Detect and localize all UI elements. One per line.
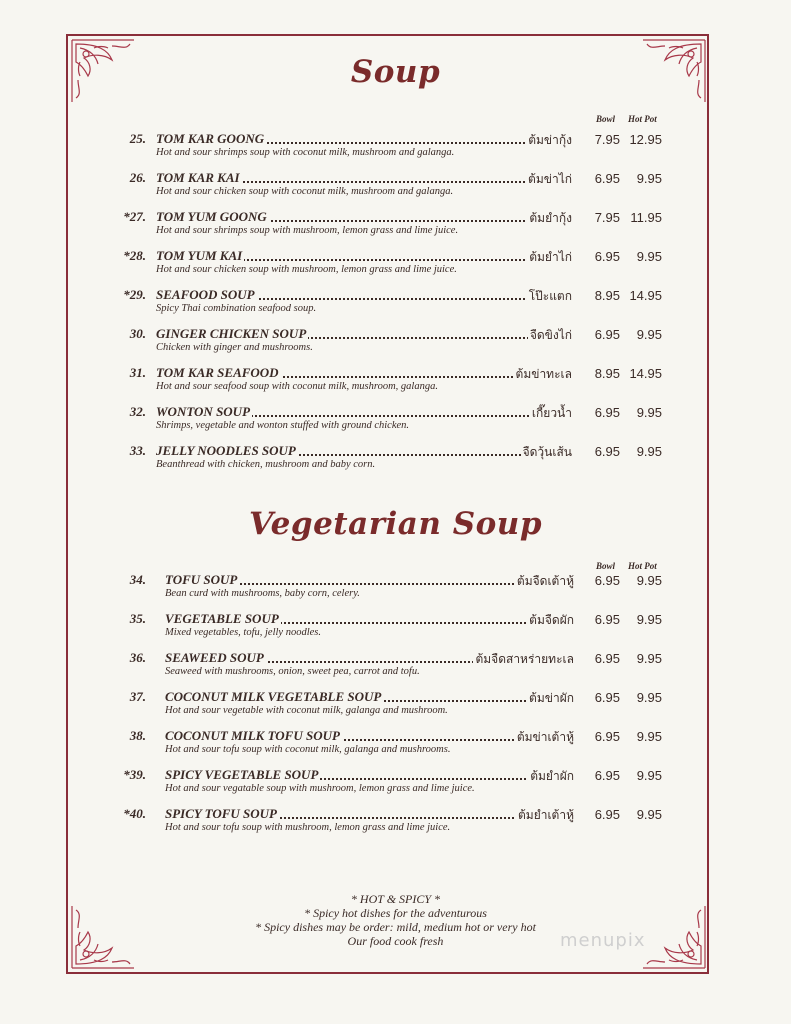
bowl-price: 6.95: [594, 729, 620, 744]
hotpot-price: 9.95: [636, 768, 662, 783]
item-description: Chicken with ginger and mushrooms.: [156, 342, 313, 353]
item-name: WONTON SOUP: [156, 404, 251, 419]
item-description: Hot and sour shrimps soup with coconut milk, mushroom and galanga.: [156, 147, 455, 158]
item-description: Mixed vegetables, tofu, jelly noodles.: [165, 627, 321, 638]
bowl-price: 6.95: [594, 327, 620, 342]
item-name: TOM KAR KAI: [156, 170, 240, 185]
menu-item: [0, 767, 791, 803]
menu-item: [0, 443, 791, 479]
item-thai-name: ต้มข่าทะเล: [514, 365, 572, 384]
bowl-price: 6.95: [594, 768, 620, 783]
menu-item: [0, 248, 791, 284]
menu-footer: [0, 892, 791, 948]
item-description: Hot and sour shrimps soup with mushroom, lemon grass and lime juice.: [156, 225, 459, 236]
watermark-logo: menupix: [560, 930, 646, 951]
item-description: Hot and sour chicken soup with coconut milk, mushroom and galanga.: [156, 186, 454, 197]
bowl-price: 6.95: [594, 171, 620, 186]
item-number: 38.: [129, 728, 146, 743]
item-description: Hot and sour tofu soup with coconut milk, galanga and mushrooms.: [165, 744, 451, 755]
hotpot-price: 9.95: [636, 612, 662, 627]
menu-item: [0, 287, 791, 323]
menu-item: [0, 728, 791, 764]
item-number: 34.: [129, 572, 146, 587]
item-name: SEAFOOD SOUP: [156, 287, 255, 302]
menu-item: [0, 572, 791, 608]
bowl-price: 7.95: [594, 132, 620, 147]
footer-fresh-note: Our food cook fresh: [347, 934, 444, 948]
item-number: 26.: [129, 170, 146, 185]
hotpot-price: 9.95: [636, 651, 662, 666]
hotpot-price: 9.95: [636, 249, 662, 264]
hotpot-price: 14.95: [629, 366, 662, 381]
item-thai-name: ต้มจืดผัก: [527, 611, 574, 630]
item-number: *39.: [123, 767, 146, 782]
item-number: 33.: [129, 443, 146, 458]
menu-item: [0, 689, 791, 725]
soup-heading: Soup: [350, 54, 441, 90]
footer-hot-spicy: * HOT & SPICY *: [350, 892, 441, 906]
menu-item: [0, 131, 791, 167]
item-description: Hot and sour vegetable with coconut milk, galanga and mushroom.: [165, 705, 448, 716]
bowl-price: 6.95: [594, 249, 620, 264]
bowl-price: 6.95: [594, 612, 620, 627]
item-number: *29.: [123, 287, 146, 302]
menu-item: [0, 170, 791, 206]
hotpot-price: 9.95: [636, 444, 662, 459]
hotpot-price: 9.95: [636, 573, 662, 588]
item-thai-name: จืดขิงไก่: [528, 326, 572, 345]
menu-item: [0, 209, 791, 245]
item-description: Beanthread with chicken, mushroom and baby corn.: [156, 459, 376, 470]
item-number: 32.: [129, 404, 146, 419]
bowl-price: 7.95: [594, 210, 620, 225]
item-name: GINGER CHICKEN SOUP: [156, 326, 307, 341]
item-thai-name: จืดวุ้นเส้น: [521, 443, 572, 462]
item-name: SPICY VEGETABLE SOUP: [165, 767, 319, 782]
item-name: TOFU SOUP: [165, 572, 238, 587]
hotpot-price: 9.95: [636, 807, 662, 822]
item-description: Hot and sour chicken soup with mushroom, lemon grass and lime juice.: [156, 264, 457, 275]
item-description: Spicy Thai combination seafood soup.: [156, 303, 317, 314]
bowl-price: 6.95: [594, 807, 620, 822]
item-number: 25.: [129, 131, 146, 146]
item-name: COCONUT MILK VEGETABLE SOUP: [165, 689, 382, 704]
item-number: 30.: [129, 326, 146, 341]
menu-item: [0, 326, 791, 362]
hotpot-price: 14.95: [629, 288, 662, 303]
item-number: 35.: [129, 611, 146, 626]
item-thai-name: ต้มข่าเต้าหู้: [515, 728, 574, 747]
item-thai-name: โป๊ะแตก: [527, 287, 572, 306]
menu-item: [0, 611, 791, 647]
veg-bowl-header: Bowl: [596, 561, 616, 571]
item-thai-name: ต้มข่าไก่: [526, 170, 572, 189]
item-description: Seaweed with mushrooms, onion, sweet pea, carrot and tofu.: [165, 666, 420, 677]
item-thai-name: ต้มยำเต้าหู้: [516, 806, 574, 825]
bowl-price: 8.95: [594, 288, 620, 303]
bowl-price: 6.95: [594, 651, 620, 666]
item-number: 37.: [129, 689, 146, 704]
item-number: 36.: [129, 650, 146, 665]
item-thai-name: ต้มจืดเต้าหู้: [515, 572, 574, 591]
item-name: TOM YUM KAI: [156, 248, 243, 263]
item-description: Hot and sour seafood soup with coconut milk, mushroom, galanga.: [156, 381, 438, 392]
item-thai-name: ต้มยำผัก: [528, 767, 574, 786]
item-number: *28.: [123, 248, 146, 263]
item-name: TOM KAR GOONG: [156, 131, 265, 146]
veg-hotpot-header: Hot Pot: [628, 561, 657, 571]
item-thai-name: ต้มจืดสาหร่ายทะเล: [473, 650, 574, 669]
footer-spicy-options: * Spicy dishes may be order: mild, medium hot or very hot: [255, 920, 536, 934]
vegetarian-soup-heading: Vegetarian Soup: [248, 506, 543, 542]
item-name: JELLY NOODLES SOUP: [156, 443, 296, 458]
bowl-price: 6.95: [594, 690, 620, 705]
hotpot-price: 12.95: [629, 132, 662, 147]
item-description: Bean curd with mushrooms, baby corn, celery.: [165, 588, 360, 599]
soup-hotpot-header: Hot Pot: [628, 114, 657, 124]
item-thai-name: ต้มข่าผัก: [527, 689, 574, 708]
bowl-price: 6.95: [594, 444, 620, 459]
item-name: TOM YUM GOONG: [156, 209, 267, 224]
bowl-price: 6.95: [594, 405, 620, 420]
item-number: *40.: [123, 806, 146, 821]
menu-item: [0, 806, 791, 842]
item-name: TOM KAR SEAFOOD: [156, 365, 279, 380]
hotpot-price: 11.95: [630, 210, 662, 225]
item-description: Hot and sour tofu soup with mushroom, lemon grass and lime juice.: [165, 822, 451, 833]
hotpot-price: 9.95: [636, 690, 662, 705]
menu-item: [0, 365, 791, 401]
soup-bowl-header: Bowl: [596, 114, 616, 124]
bowl-price: 8.95: [594, 366, 620, 381]
item-number: 31.: [129, 365, 146, 380]
hotpot-price: 9.95: [636, 327, 662, 342]
item-thai-name: ต้มข่ากุ้ง: [526, 131, 572, 150]
item-thai-name: ต้มยำไก่: [527, 248, 572, 267]
item-thai-name: เกี๊ยวน้ำ: [530, 404, 572, 423]
item-description: Hot and sour vegatable soup with mushroom, lemon grass and lime juice.: [165, 783, 475, 794]
item-name: SEAWEED SOUP: [165, 650, 264, 665]
hotpot-price: 9.95: [636, 171, 662, 186]
hotpot-price: 9.95: [636, 405, 662, 420]
bowl-price: 6.95: [594, 573, 620, 588]
item-thai-name: ต้มยำกุ้ง: [527, 209, 572, 228]
item-description: Shrimps, vegetable and wonton stuffed with ground chicken.: [156, 420, 410, 431]
item-name: SPICY TOFU SOUP: [165, 806, 277, 821]
item-number: *27.: [123, 209, 146, 224]
item-name: VEGETABLE SOUP: [165, 611, 279, 626]
menu-item: [0, 650, 791, 686]
menu-item: [0, 404, 791, 440]
footer-spicy-note: * Spicy hot dishes for the adventurous: [304, 906, 487, 920]
item-name: COCONUT MILK TOFU SOUP: [165, 728, 340, 743]
hotpot-price: 9.95: [636, 729, 662, 744]
